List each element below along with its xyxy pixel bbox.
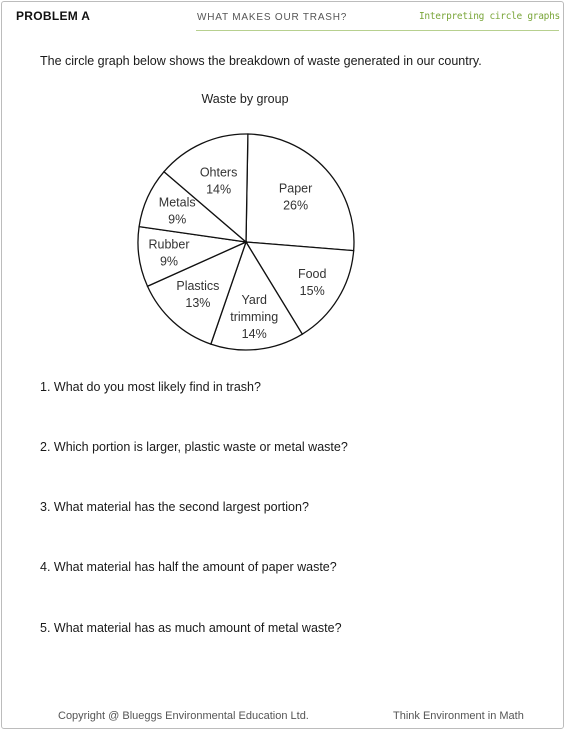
question-3: 3. What material has the second largest portion? bbox=[40, 500, 309, 514]
series-text: Think Environment in Math bbox=[393, 710, 524, 722]
question-4: 4. What material has half the amount of paper waste? bbox=[40, 560, 337, 574]
intro-text: The circle graph below shows the breakdown of waste generated in our country. bbox=[40, 54, 482, 68]
pie-label-plastics: Plastics 13% bbox=[176, 279, 220, 311]
pie-label-metals: Metals 9% bbox=[158, 195, 196, 227]
copyright-text: Copyright @ Blueggs Environmental Education Ltd. bbox=[58, 710, 309, 722]
chart-title: Waste by group bbox=[201, 92, 289, 106]
pie-label-ohters: Ohters 14% bbox=[199, 165, 238, 197]
pie-label-yard-trimming: Yard trimming 14% bbox=[230, 293, 279, 342]
question-5: 5. What material has as much amount of metal waste? bbox=[40, 621, 342, 635]
pie-label-rubber: Rubber 9% bbox=[148, 237, 190, 269]
problem-label: PROBLEM A bbox=[16, 9, 91, 23]
question-2: 2. Which portion is larger, plastic waste or metal waste? bbox=[40, 440, 348, 454]
topic-label: Interpreting circle graphs bbox=[419, 11, 560, 22]
pie-label-food: Food 15% bbox=[297, 267, 327, 299]
question-1: 1. What do you most likely find in trash? bbox=[40, 380, 261, 394]
worksheet-title: WHAT MAKES OUR TRASH? bbox=[197, 12, 348, 23]
pie-label-paper: Paper 26% bbox=[278, 181, 313, 213]
